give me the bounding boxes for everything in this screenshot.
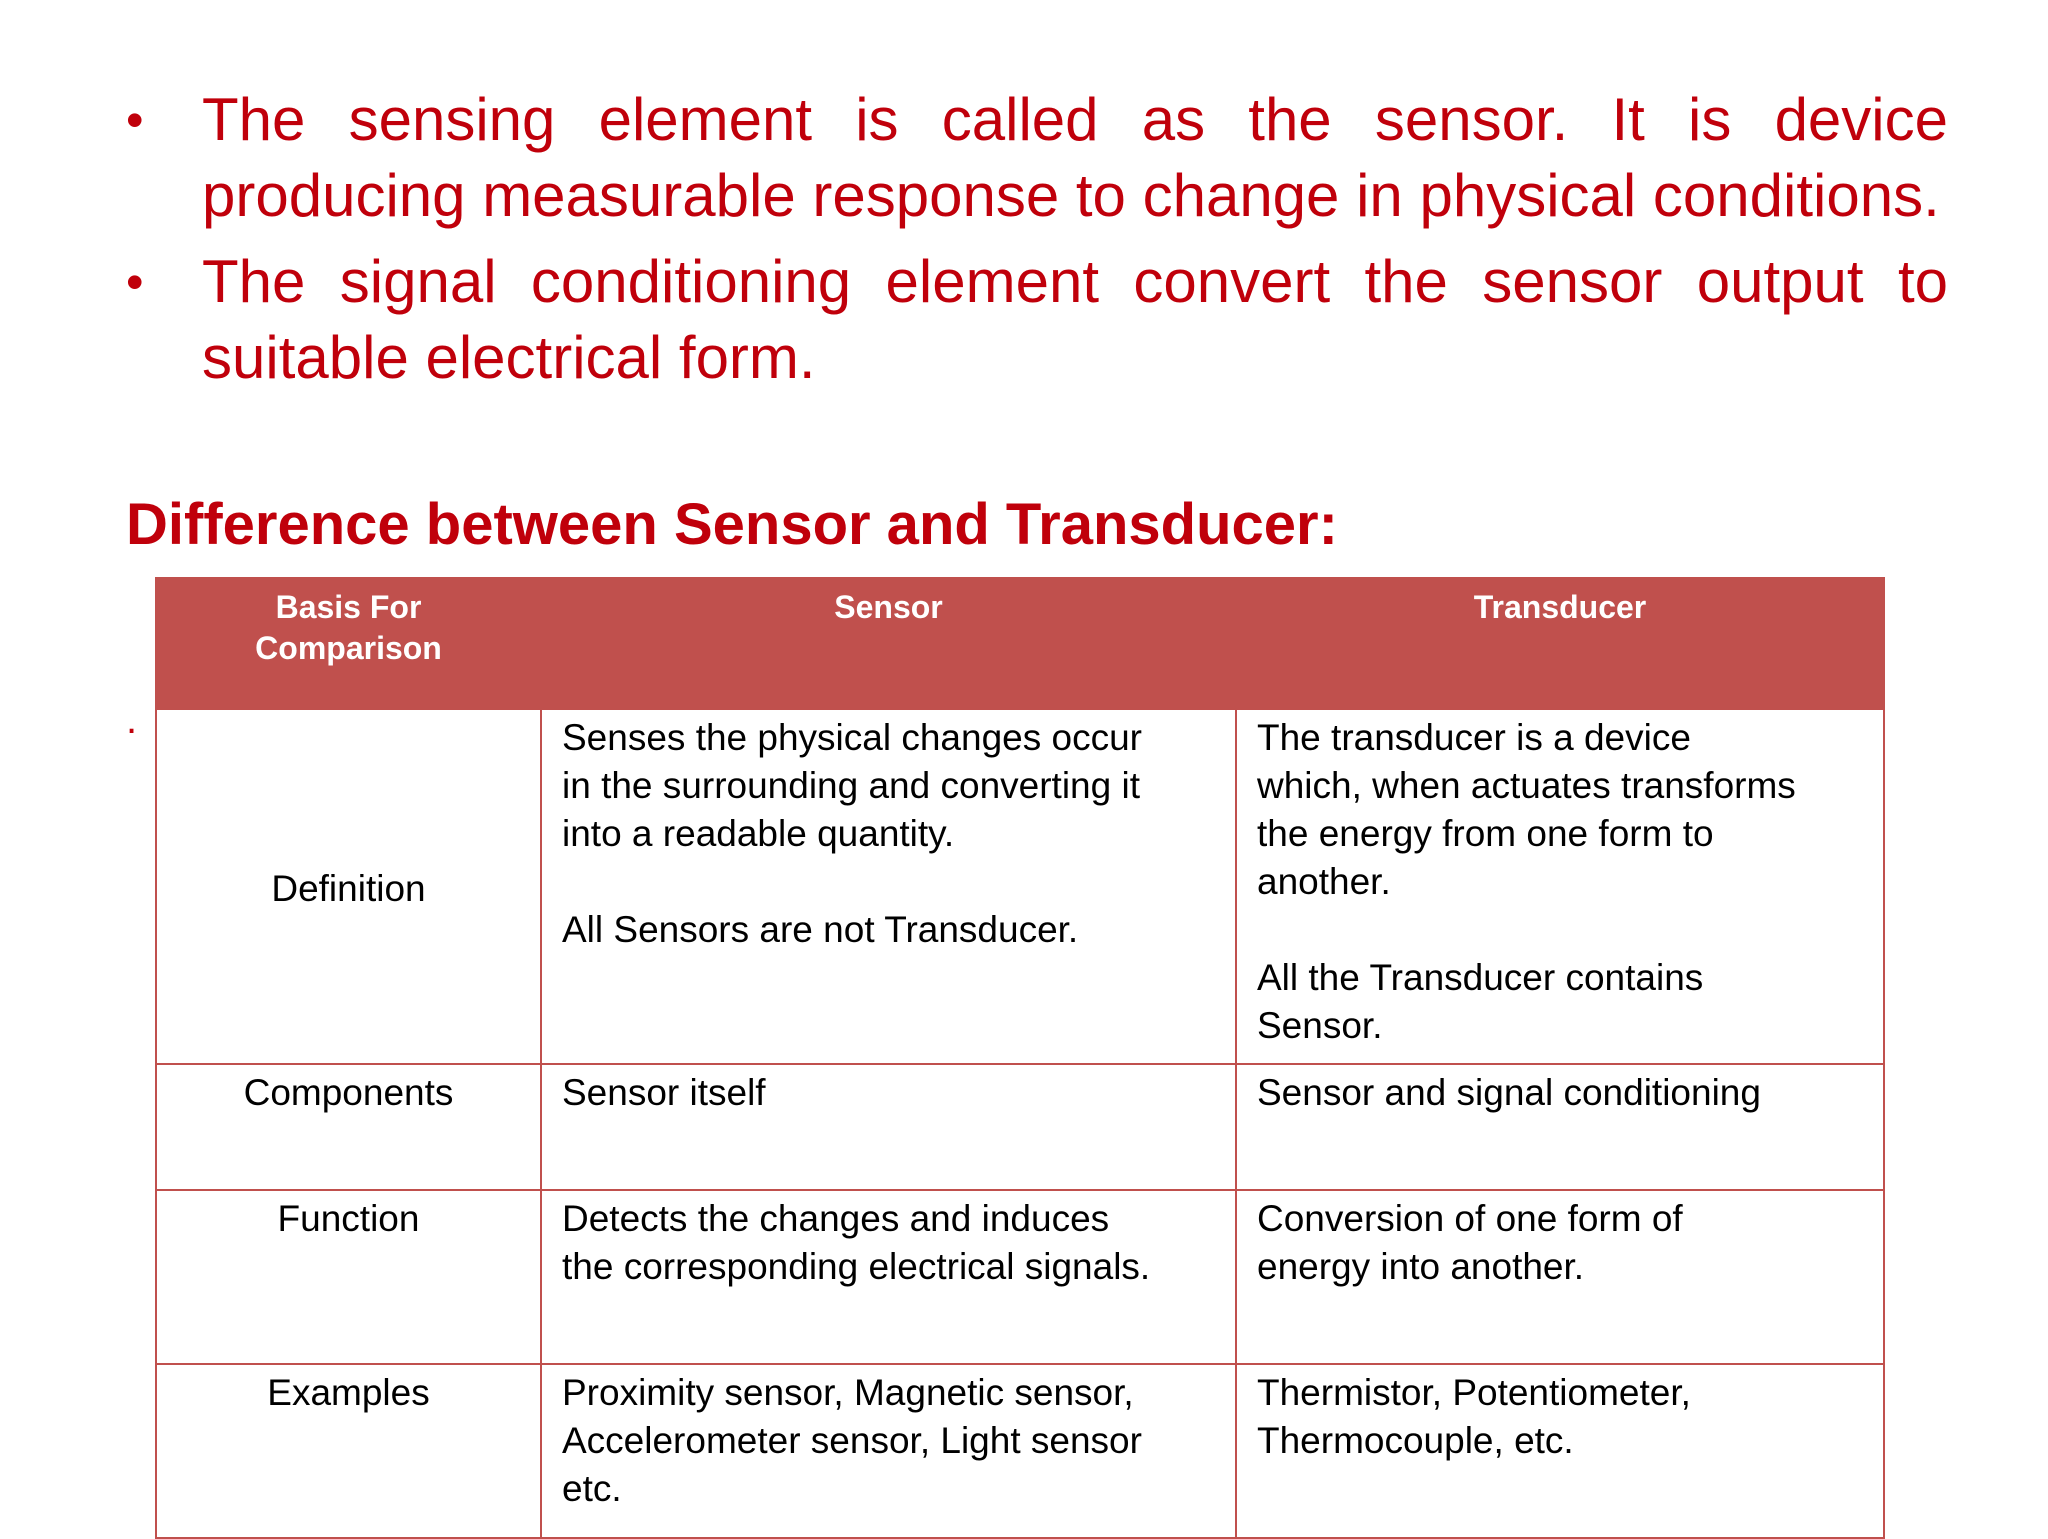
sensor-cell: [541, 1364, 1236, 1538]
bullet-list: [126, 82, 1948, 406]
bullet-text: The signal conditioning element convert the sensor output to suitable electrical form.: [202, 248, 1948, 391]
table-row-definition: [156, 710, 1884, 1064]
paragraph-gap: [1257, 906, 1863, 954]
bullet-marker: •: [126, 254, 144, 310]
cell-line: in the surrounding and converting it: [562, 765, 1140, 806]
stray-mark: .: [126, 698, 138, 742]
cell-line: Sensor and signal conditioning: [1257, 1072, 1761, 1113]
transducer-cell: [1236, 1364, 1884, 1538]
cell-line: Thermocouple, etc.: [1257, 1420, 1574, 1461]
cell-line: All the Transducer contains: [1257, 957, 1704, 998]
cell-line: etc.: [562, 1468, 622, 1509]
header-basis-line: Comparison: [255, 630, 442, 666]
bullet-marker: •: [126, 92, 144, 148]
cell-line: the corresponding electrical signals.: [562, 1246, 1151, 1287]
transducer-cell: [1236, 1064, 1884, 1190]
table-header: [156, 577, 1884, 710]
section-heading: Difference between Sensor and Transducer:: [126, 492, 1338, 557]
sensor-cell: [541, 1190, 1236, 1364]
table-row-examples: [156, 1364, 1884, 1538]
paragraph-gap: [562, 858, 1215, 906]
cell-line: which, when actuates transforms: [1257, 765, 1796, 806]
cell-line: The transducer is a device: [1257, 717, 1691, 758]
basis-cell: Function: [156, 1190, 541, 1364]
header-row: [156, 577, 1884, 710]
cell-line: Conversion of one form of: [1257, 1198, 1683, 1239]
header-basis: [156, 577, 541, 710]
cell-line: Sensor.: [1257, 1005, 1383, 1046]
cell-line: the energy from one form to: [1257, 813, 1714, 854]
bullet-item-sensing-element: [126, 82, 1948, 234]
cell-line: energy into another.: [1257, 1246, 1585, 1287]
comparison-table: [155, 577, 1885, 1539]
cell-line: Proximity sensor, Magnetic sensor,: [562, 1372, 1134, 1413]
basis-cell: Components: [156, 1064, 541, 1190]
cell-line: another.: [1257, 861, 1391, 902]
cell-line: Accelerometer sensor, Light sensor: [562, 1420, 1142, 1461]
cell-line: All Sensors are not Transducer.: [562, 909, 1079, 950]
cell-line: Thermistor, Potentiometer,: [1257, 1372, 1691, 1413]
transducer-cell: [1236, 1190, 1884, 1364]
cell-line: Sensor itself: [562, 1072, 766, 1113]
basis-cell: Examples: [156, 1364, 541, 1538]
cell-line: Senses the physical changes occur: [562, 717, 1143, 758]
sensor-cell: [541, 1064, 1236, 1190]
bullet-item-signal-conditioning: [126, 244, 1948, 396]
sensor-cell: [541, 710, 1236, 1064]
cell-line: Detects the changes and induces: [562, 1198, 1110, 1239]
table-row-components: [156, 1064, 1884, 1190]
header-sensor: Sensor: [541, 577, 1236, 710]
transducer-cell: [1236, 710, 1884, 1064]
table-row-function: [156, 1190, 1884, 1364]
header-transducer: Transducer: [1236, 577, 1884, 710]
bullet-text: The sensing element is called as the sensor. It is device producing measurable response to change in physical conditions.: [202, 86, 1948, 229]
basis-cell: Definition: [156, 710, 541, 1064]
cell-line: into a readable quantity.: [562, 813, 955, 854]
header-basis-line: Basis For: [275, 589, 422, 625]
